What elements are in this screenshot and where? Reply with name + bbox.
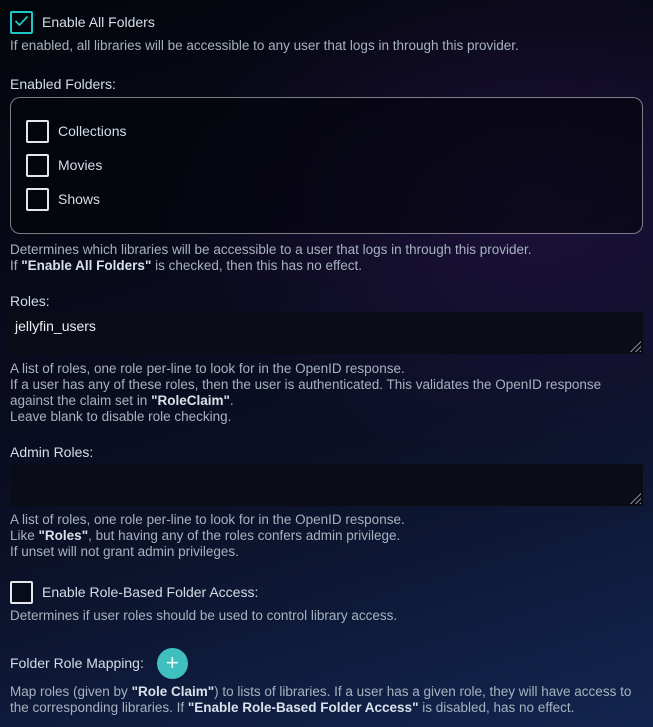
admin-roles-help	[10, 512, 643, 560]
role-based-access-row	[10, 581, 643, 604]
folder-checkbox-collections[interactable]	[26, 120, 49, 143]
mapping-help-mid: ) to lists of libraries. If a user has a given role, they will have access to the corresponding libraries. If	[10, 684, 632, 715]
role-based-access-help: Determines if user roles should be used to control library access.	[10, 608, 398, 623]
folder-option-row	[26, 120, 630, 143]
enabled-folders-help-line2-post: is checked, then this has no effect.	[151, 258, 362, 273]
mapping-help-bold2: "Enable Role-Based Folder Access"	[187, 700, 419, 715]
enable-all-folders-row	[10, 11, 643, 34]
folder-checkbox-movies[interactable]	[26, 154, 49, 177]
role-based-access-label: Enable Role-Based Folder Access:	[42, 584, 259, 600]
admin-roles-label: Admin Roles:	[10, 444, 94, 460]
roles-textarea[interactable]	[10, 312, 643, 354]
folder-option-row	[26, 154, 630, 177]
admin-roles-textarea-wrap	[10, 464, 643, 506]
roles-help-line1: A list of roles, one role per-line to look for in the OpenID response.	[10, 361, 405, 376]
roles-label: Roles:	[10, 293, 50, 309]
enabled-folders-help-line1: Determines which libraries will be accessible to a user that logs in through this provider.	[10, 242, 532, 257]
enable-all-folders-label: Enable All Folders	[42, 14, 155, 30]
folder-checkbox-shows[interactable]	[26, 188, 49, 211]
checkmark-icon	[14, 14, 29, 32]
roles-help-line2-post: .	[229, 393, 234, 408]
folder-option-row	[26, 188, 630, 211]
plus-icon: +	[165, 649, 179, 675]
role-based-access-checkbox[interactable]	[10, 581, 33, 604]
folder-label-movies: Movies	[58, 157, 103, 173]
admin-roles-help-line2-pre: Like	[10, 528, 39, 543]
folder-role-mapping-help	[10, 684, 643, 716]
enable-all-folders-checkbox[interactable]	[10, 11, 33, 34]
folder-label-shows: Shows	[58, 191, 101, 207]
mapping-help-post: is disabled, has no effect.	[418, 700, 575, 715]
roles-textarea-wrap	[10, 312, 643, 354]
enabled-folders-help-line2-bold: "Enable All Folders"	[21, 258, 152, 273]
enabled-folders-help-line2-pre: If	[10, 258, 22, 273]
enable-all-folders-help: If enabled, all libraries will be accessible to any user that logs in through this provider.	[10, 38, 519, 53]
enabled-folders-help	[10, 242, 643, 274]
enabled-folders-group	[10, 97, 643, 234]
roles-help	[10, 361, 643, 425]
mapping-help-bold1: "Role Claim"	[131, 684, 215, 699]
admin-roles-help-line2-post: , but having any of the roles confers admin privilege.	[88, 528, 401, 543]
roles-help-line2-pre: If a user has any of these roles, then the user is authenticated. This validates the OpenID response against the claim set in	[10, 377, 602, 408]
folder-label-collections: Collections	[58, 123, 127, 139]
admin-roles-help-line3: If unset will not grant admin privileges.	[10, 544, 239, 559]
admin-roles-help-line2-bold: "Roles"	[38, 528, 89, 543]
admin-roles-help-line1: A list of roles, one role per-line to look for in the OpenID response.	[10, 512, 405, 527]
roles-help-line2-bold: "RoleClaim"	[151, 393, 230, 408]
folder-role-mapping-label: Folder Role Mapping:	[10, 655, 144, 671]
add-folder-role-mapping-button[interactable]	[157, 648, 188, 679]
admin-roles-textarea[interactable]	[10, 464, 643, 506]
mapping-help-pre: Map roles (given by	[10, 684, 132, 699]
roles-help-line3: Leave blank to disable role checking.	[10, 409, 232, 424]
enabled-folders-label: Enabled Folders:	[10, 76, 116, 92]
folder-role-mapping-row	[10, 648, 643, 679]
